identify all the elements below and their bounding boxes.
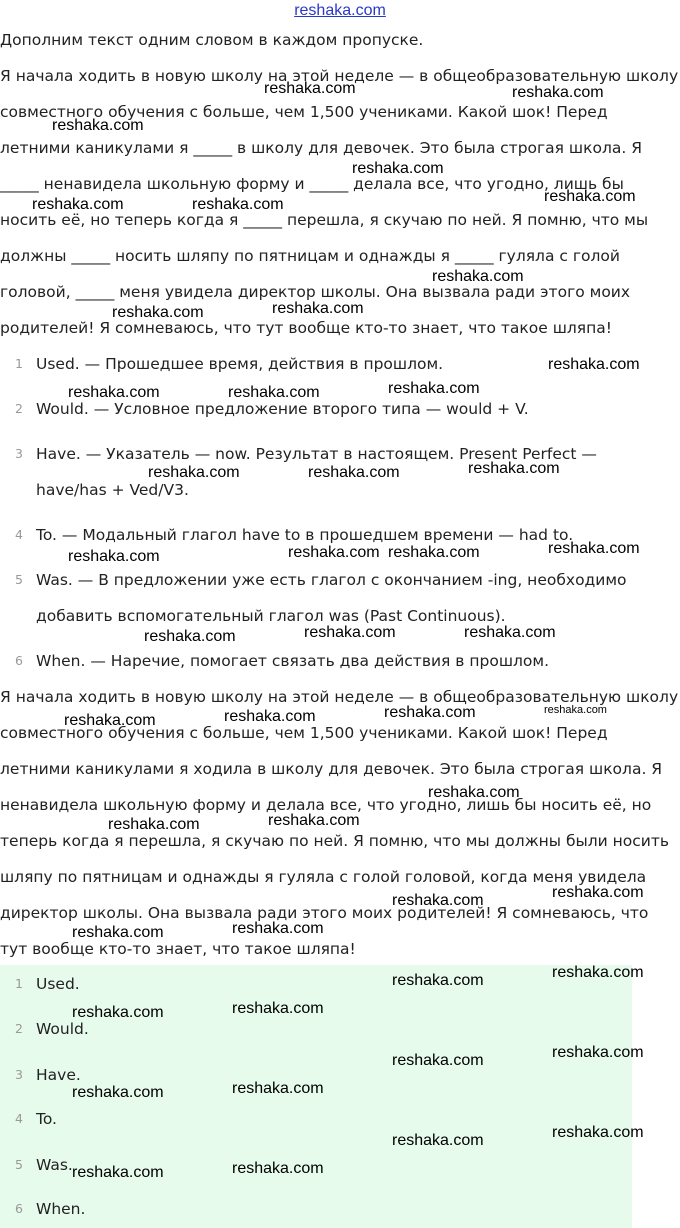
item-text: Have. — Указатель — now. Результат в настоящем. Present Perfect — have/has + Ved/V3.: [36, 445, 597, 499]
item-number: 4: [15, 1111, 23, 1126]
watermark: reshaka.com: [52, 117, 144, 134]
item-number: 3: [15, 446, 23, 461]
item-text: Was.: [36, 1156, 73, 1174]
site-header-link[interactable]: reshaka.com: [294, 2, 386, 19]
watermark: reshaka.com: [232, 920, 324, 937]
watermark: reshaka.com: [548, 356, 640, 373]
watermark: reshaka.com: [464, 624, 556, 641]
watermark: reshaka.com: [272, 300, 364, 317]
watermark: reshaka.com: [392, 1132, 484, 1149]
watermark: reshaka.com: [552, 1044, 644, 1061]
watermark: reshaka.com: [388, 544, 480, 561]
watermark: reshaka.com: [552, 964, 644, 981]
item-number: 6: [15, 653, 23, 668]
task-title: Дополним текст одним словом в каждом пропуске.: [0, 31, 424, 49]
watermark: reshaka.com: [64, 712, 156, 729]
item-text: To.: [36, 1110, 57, 1128]
watermark: reshaka.com: [268, 812, 360, 829]
item-number: 6: [15, 1201, 23, 1216]
watermark: reshaka.com: [288, 544, 380, 561]
watermark: reshaka.com: [544, 704, 607, 716]
watermark: reshaka.com: [352, 160, 444, 177]
item-text: Would. — Условное предложение второго типа — would + V.: [36, 400, 529, 418]
watermark: reshaka.com: [144, 628, 236, 645]
watermark: reshaka.com: [384, 704, 476, 721]
watermark: reshaka.com: [232, 1000, 324, 1017]
watermark: reshaka.com: [468, 460, 560, 477]
watermark: reshaka.com: [68, 384, 160, 401]
item-text: Was. — В предложении уже есть глагол с окончанием -ing, необходимо добавить вспомогательный глагол was (Past Continuous).: [36, 571, 627, 625]
item-text: Have.: [36, 1066, 81, 1084]
watermark: reshaka.com: [392, 1052, 484, 1069]
text-with-gaps: Я начала ходить в новую школу на этой неделе — в общеобразовательную школу совместного обучения с больше, чем 1,500 учениками. Какой шок! Перед летними каникулами я _____ в школу для девочек. Это была строгая школа. Я _____ ненавидела школьную форму и _____ делала все, что угодно, лишь бы носить её, но теперь когда я _____ перешла, я скучаю по ней. Я помню, что мы должны _____ носить шляпу по пятницам и однажды я _____ гуляла с голой головой, _____ меня увидела директор школы. Она вызвала ради этого моих родителей! Я сомневаюсь, что тут вообще кто-то знает, что такое шляпа!: [0, 67, 679, 337]
watermark: reshaka.com: [548, 540, 640, 557]
watermark: reshaka.com: [72, 1084, 164, 1101]
watermark: reshaka.com: [148, 464, 240, 481]
watermark: reshaka.com: [388, 380, 480, 397]
item-text: To. — Модальный глагол have to в прошедшем времени — had to.: [36, 526, 574, 544]
watermark: reshaka.com: [552, 884, 644, 901]
watermark: reshaka.com: [512, 84, 604, 101]
watermark: reshaka.com: [392, 972, 484, 989]
item-text: When.: [36, 1200, 86, 1218]
text-filled: Я начала ходить в новую школу на этой неделе — в общеобразовательную школу совместного обучения с больше, чем 1,500 учениками. Какой шок! Перед летними каникулами я ходила в школу для девочек. Это была строгая школа. Я ненавидела школьную форму и делала все, что угодно, лишь бы носить её, но теперь когда я перешла, я скучаю по ней. Я помню, что мы должны были носить шляпу по пятницам и однажды я гуляла с голой головой, когда меня увидела директор школы. Она вызвала ради этого моих родителей! Я сомневаюсь, что тут вообще кто-то знает, что такое шляпа!: [0, 688, 679, 958]
item-number: 1: [15, 356, 23, 371]
item-text: Would.: [36, 1020, 89, 1038]
watermark: reshaka.com: [432, 268, 524, 285]
item-number: 2: [15, 401, 23, 416]
watermark: reshaka.com: [72, 1004, 164, 1021]
watermark: reshaka.com: [264, 80, 356, 97]
watermark: reshaka.com: [32, 196, 124, 213]
item-text: Used. — Прошедшее время, действия в прошлом.: [36, 355, 444, 373]
watermark: reshaka.com: [192, 196, 284, 213]
watermark: reshaka.com: [552, 1124, 644, 1141]
watermark: reshaka.com: [72, 924, 164, 941]
item-number: 1: [15, 976, 23, 991]
watermark: reshaka.com: [108, 816, 200, 833]
item-number: 5: [15, 1157, 23, 1172]
item-text: When. — Наречие, помогает связать два действия в прошлом.: [36, 652, 550, 670]
watermark: reshaka.com: [112, 304, 204, 321]
watermark: reshaka.com: [392, 892, 484, 909]
watermark: reshaka.com: [304, 624, 396, 641]
item-number: 4: [15, 527, 23, 542]
item-text: Used.: [36, 975, 80, 993]
watermark: reshaka.com: [68, 548, 160, 565]
watermark: reshaka.com: [224, 708, 316, 725]
watermark: reshaka.com: [232, 1160, 324, 1177]
watermark: reshaka.com: [308, 464, 400, 481]
item-number: 5: [15, 572, 23, 587]
watermark: reshaka.com: [72, 1164, 164, 1181]
watermark: reshaka.com: [544, 188, 636, 205]
watermark: reshaka.com: [428, 784, 520, 801]
item-number: 3: [15, 1067, 23, 1082]
watermark: reshaka.com: [232, 1080, 324, 1097]
watermark: reshaka.com: [228, 384, 320, 401]
item-number: 2: [15, 1021, 23, 1036]
